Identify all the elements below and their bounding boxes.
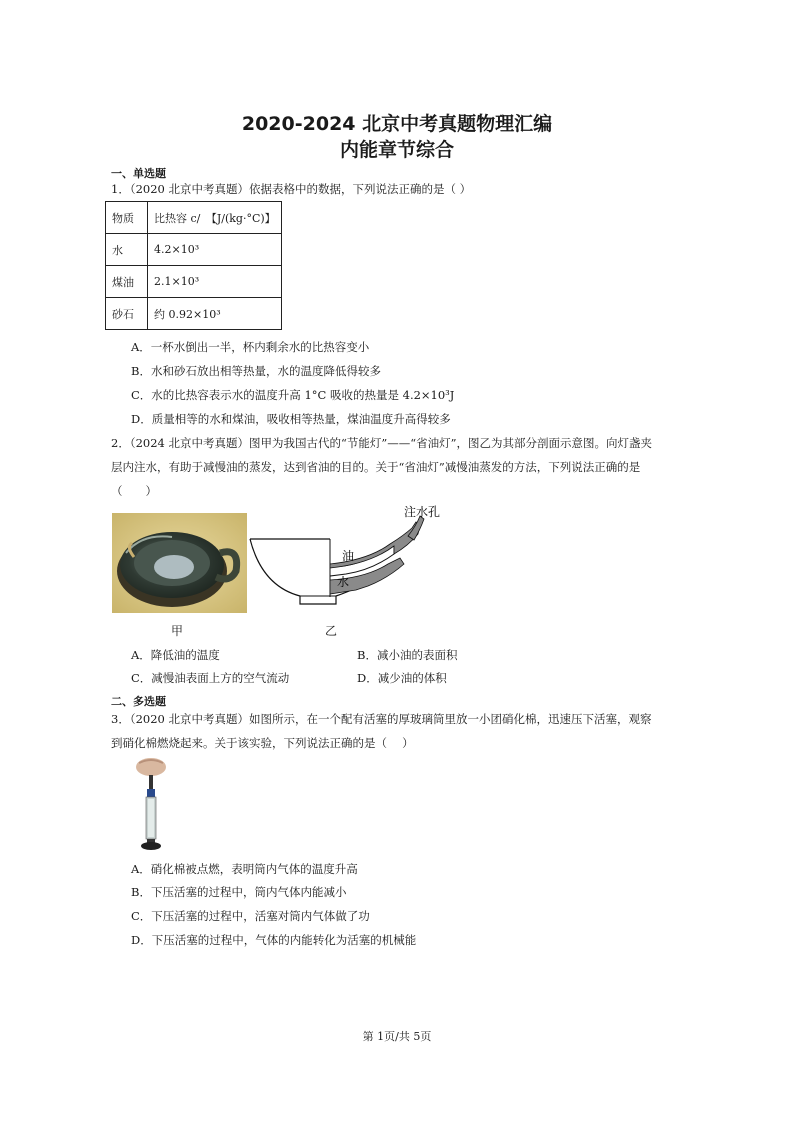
q3-stem-line2: 到硝化棉燃烧起来。关于该实验，下列说法正确的是（ ） [111,736,414,750]
q2-option-b: B．减小油的表面积 [357,648,458,662]
q3-option-c: C．下压活塞的过程中，活塞对筒内气体做了功 [131,909,370,923]
table-cell: 2.1×10³ [148,266,282,298]
q3-option-d: D．下压活塞的过程中，气体的内能转化为活塞的机械能 [131,933,417,947]
doc-title-line1: 2020-2024 北京中考真题物理汇编 [241,113,553,135]
specific-heat-table [105,201,282,330]
q2-stem-line3: （ ） [111,484,157,498]
q2-stem-line2: 层内注水，有助于减慢油的蒸发，达到省油的目的。关于“省油灯”减慢油蒸发的方法，下列说法正确的是 [111,460,641,474]
q1-option-d: D．质量相等的水和煤油，吸收相等热量，煤油温度升高得较多 [131,412,451,426]
q1-stem: 1．（2020 北京中考真题）依据表格中的数据，下列说法正确的是（ ） [111,182,472,196]
q2-option-c: C．减慢油表面上方的空气流动 [131,671,290,685]
section-single-choice: 一、单选题 [111,167,166,180]
lamp-cross-section-diagram [248,502,448,614]
table-cell: 砂石 [106,298,148,330]
table-row [106,298,282,330]
table-header-cell: 比热容 c/ 【J/(kg·°C)】 [148,202,282,234]
section-multiple-choice: 二、多选题 [111,695,166,708]
table-cell: 煤油 [106,266,148,298]
q2-stem-line1: 2．（2024 北京中考真题）图甲为我国古代的“节能灯”——“省油灯”，图乙为其部分剖面示意图。向灯盏夹 [111,436,653,450]
figure-label-jia: 甲 [171,624,184,638]
q3-stem-line1: 3．（2020 北京中考真题）如图所示，在一个配有活塞的厚玻璃筒里放一小团硝化棉，迅速压下活塞，观察 [111,712,652,726]
q2-option-d: D．减少油的体积 [357,671,447,685]
page-number: 第 1页/共 5页 [362,1030,432,1043]
piston-experiment-photo [131,757,171,852]
diagram-hole-label: 注水孔 [404,505,441,519]
oil-lamp-photo [112,513,247,613]
diagram-water-label: 水 [337,575,350,589]
table-cell: 4.2×10³ [148,234,282,266]
table-cell: 水 [106,234,148,266]
q1-option-a: A．一杯水倒出一半，杯内剩余水的比热容变小 [131,340,370,354]
q1-option-c: C．水的比热容表示水的温度升高 1°C 吸收的热量是 4.2×10³J [131,388,455,402]
table-header-cell: 物质 [106,202,148,234]
table-row [106,234,282,266]
doc-title-line2: 内能章节综合 [339,139,454,161]
diagram-oil-label: 油 [342,549,355,563]
q3-option-b: B．下压活塞的过程中，筒内气体内能减小 [131,885,347,899]
figure-label-yi: 乙 [325,624,338,638]
table-row [106,266,282,298]
table-header-row [106,202,282,234]
table-cell: 约 0.92×10³ [148,298,282,330]
q3-option-a: A．硝化棉被点燃，表明筒内气体的温度升高 [131,862,358,876]
q2-option-a: A．降低油的温度 [131,648,220,662]
q1-option-b: B．水和砂石放出相等热量，水的温度降低得较多 [131,364,381,378]
